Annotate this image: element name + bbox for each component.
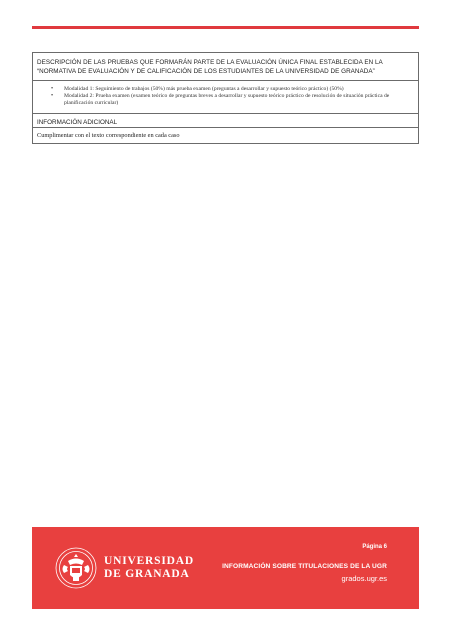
university-name-line1: UNIVERSIDAD (104, 555, 194, 567)
page-number: Página 6 (362, 544, 387, 550)
evaluation-table (32, 52, 419, 144)
university-name (104, 555, 194, 581)
info-adicional-text: Cumplimentar con el texto correspondiente en cada caso (37, 132, 180, 139)
footer-banner (32, 527, 419, 609)
list-item: • Modalidad 1: Seguimiento de trabajos (50%) más prueba examen (preguntas a desarrollar y supuesto teórico práctico) (50%) (51, 86, 412, 93)
info-adicional-title: INFORMACIÓN ADICIONAL (37, 119, 118, 126)
info-heading: INFORMACIÓN SOBRE TITULACIONES DE LA UGR (222, 563, 387, 570)
header-rule (32, 26, 419, 29)
info-adicional-body-row (33, 128, 418, 143)
section-title-line1: DESCRIPCIÓN DE LAS PRUEBAS QUE FORMARÁN PARTE DE LA EVALUACIÓN ÚNICA FINAL ESTABLECIDA EN LA (37, 59, 383, 66)
modalidades-section (33, 81, 418, 114)
section-title-line2: “NORMATIVA DE EVALUACIÓN Y DE CALIFICACIÓN DE LOS ESTUDIANTES DE LA UNIVERSIDAD DE GRANADA” (37, 68, 375, 75)
modalidades-list (51, 86, 412, 107)
university-name-line2: DE GRANADA (104, 568, 190, 580)
section-title (33, 53, 418, 80)
site-link[interactable]: grados.ugr.es (341, 574, 387, 583)
university-crest-icon (54, 545, 98, 591)
list-item: • Modalidad 2: Prueba examen (examen teórico de preguntas breves a desarrollar y supuesto teórico práctico de resolución de situación práctica de planificación curricular) (51, 93, 412, 107)
info-adicional-header-row (33, 114, 418, 128)
evaluation-section (33, 53, 418, 81)
